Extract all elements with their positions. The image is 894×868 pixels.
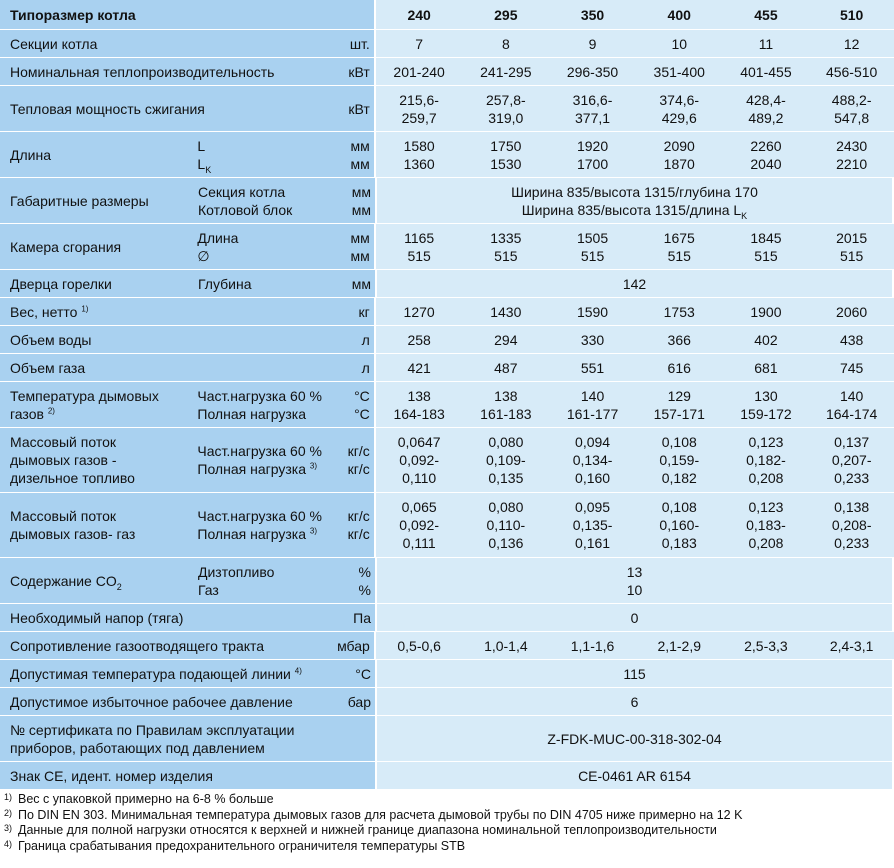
table-row [0, 688, 894, 716]
row-unit: мм мм [339, 132, 376, 177]
row-label: Знак CE, идент. номер изделия [0, 762, 377, 789]
row-unit: мм мм [340, 178, 377, 223]
row-unit: мм [340, 270, 377, 297]
table-header [0, 0, 894, 30]
cell: 1270 [376, 298, 463, 325]
cell: 0,108 0,159- 0,182 [636, 428, 723, 492]
cell: 140 164-174 [809, 382, 894, 427]
table-row [0, 660, 894, 688]
footnote: 4) Граница срабатывания предохранительного ограничителя температуры STB [4, 838, 466, 853]
cell: 0,138 0,208- 0,233 [809, 493, 894, 557]
cell: 8 [463, 30, 550, 57]
row-unit: Па [340, 604, 377, 631]
cell: 351-400 [636, 58, 723, 85]
row-unit: кг [339, 298, 376, 325]
table-row [0, 382, 894, 428]
table-row [0, 354, 894, 382]
row-unit: °C °C [339, 382, 376, 427]
row-label: Необходимый напор (тяга) [0, 604, 340, 631]
table-row [0, 58, 894, 86]
cell: 428,4- 489,2 [723, 86, 810, 131]
table-row [0, 326, 894, 354]
cell: 201-240 [376, 58, 463, 85]
cell: 129 157-171 [636, 382, 723, 427]
cell: 616 [636, 354, 723, 381]
header-col-510: 510 [809, 0, 894, 29]
cell: 10 [636, 30, 723, 57]
cell-span: 0 [377, 604, 892, 631]
cell: 140 161-177 [549, 382, 636, 427]
cell: 1920 1700 [549, 132, 636, 177]
cell: 0,094 0,134- 0,160 [549, 428, 636, 492]
cell: 2,1-2,9 [636, 632, 723, 659]
row-unit: мм мм [339, 224, 376, 269]
cell-span: 115 [377, 660, 892, 687]
row-sublabels: Секция котла Котловой блок [189, 178, 340, 223]
cell-span: 13 10 [377, 558, 892, 603]
row-label: Вес, нетто $^{1)}$ [0, 298, 339, 325]
cell: 2,4-3,1 [809, 632, 894, 659]
cell-span: 6 [377, 688, 892, 715]
cell: 1753 [636, 298, 723, 325]
cell: 2015 515 [809, 224, 894, 269]
row-label: Допустимая температура подающей линии $^{4)}$ [0, 660, 340, 687]
cell: 2430 2210 [809, 132, 894, 177]
cell: 1505 515 [549, 224, 636, 269]
row-unit: кг/с кг/с [339, 493, 376, 557]
row-unit: % % [340, 558, 377, 603]
row-label: Номинальная теплопроизводительность [0, 58, 339, 85]
cell-span: 142 [377, 270, 892, 297]
cell: 215,6- 259,7 [376, 86, 463, 131]
footnote: 3) Данные для полной нагрузки относятся к верхней и нижней границе диапазона номинальной теплопроизводительности [4, 823, 717, 837]
row-label: Дверца горелки [0, 270, 189, 297]
row-label: Камера сгорания [0, 224, 188, 269]
table-row [0, 132, 894, 178]
row-label: Тепловая мощность сжигания [0, 86, 339, 131]
row-sublabels: L $L_K$ [188, 132, 339, 177]
cell: 0,065 0,092- 0,111 [376, 493, 463, 557]
row-sublabel: Глубина [189, 270, 340, 297]
row-unit: кВт [339, 86, 376, 131]
cell: 257,8- 319,0 [462, 86, 549, 131]
cell: 0,095 0,135- 0,161 [549, 493, 636, 557]
cell: 1845 515 [723, 224, 810, 269]
cell: 258 [376, 326, 463, 353]
table-row [0, 298, 894, 326]
row-label: Секции котла [0, 30, 188, 57]
header-col-400: 400 [636, 0, 723, 29]
row-label: Допустимое избыточное рабочее давление [0, 688, 340, 715]
cell: 0,123 0,183- 0,208 [723, 493, 810, 557]
row-label: Сопротивление газоотводящего тракта [0, 632, 339, 659]
row-unit: л [339, 354, 376, 381]
cell: 0,5-0,6 [376, 632, 463, 659]
row-label: Объем воды [0, 326, 339, 353]
table-row [0, 270, 894, 298]
cell: 11 [723, 30, 810, 57]
cell: 1750 1530 [463, 132, 550, 177]
row-sublabels: Част.нагрузка 60 % Полная нагрузка $^{3)}$ [188, 493, 339, 557]
row-sublabels: Дизтопливо Газ [189, 558, 340, 603]
row-sublabels: Част.нагрузка 60 % Полная нагрузка $^{3)}$ [188, 428, 339, 492]
table-row [0, 762, 894, 790]
cell: 402 [723, 326, 810, 353]
cell: 2260 2040 [723, 132, 810, 177]
cell: 241-295 [462, 58, 549, 85]
cell-span: Ширина 835/высота 1315/глубина 170 Ширина 835/высота 1315/длина $L_K$ [377, 178, 892, 223]
cell: 681 [723, 354, 810, 381]
row-label: Содержание $CO_2$ [0, 558, 189, 603]
table-row [0, 716, 894, 762]
cell: 1900 [723, 298, 810, 325]
row-label: Температура дымовых газов $^{2)}$ [0, 382, 188, 427]
header-col-295: 295 [462, 0, 549, 29]
cell: 1675 515 [636, 224, 723, 269]
cell: 12 [809, 30, 894, 57]
table-row [0, 558, 894, 604]
table-row [0, 604, 894, 632]
row-unit: кВт [339, 58, 376, 85]
cell: 130 159-172 [723, 382, 810, 427]
cell: 1165 515 [376, 224, 463, 269]
cell: 294 [462, 326, 549, 353]
table-row [0, 224, 894, 270]
cell-span: Z-FDK-MUC-00-318-302-04 [377, 716, 892, 761]
cell: 296-350 [549, 58, 636, 85]
cell: 1580 1360 [376, 132, 463, 177]
cell: 487 [462, 354, 549, 381]
cell: 374,6- 429,6 [636, 86, 723, 131]
row-label: Габаритные размеры [0, 178, 189, 223]
footnote: 1) Вес с упаковкой примерно на 6-8 % больше [4, 792, 274, 806]
row-unit: кг/с кг/с [339, 428, 376, 492]
row-unit: °C [340, 660, 377, 687]
header-col-350: 350 [549, 0, 636, 29]
table-row [0, 178, 894, 224]
cell: 2090 1870 [636, 132, 723, 177]
cell: 1335 515 [463, 224, 550, 269]
row-label: Объем газа [0, 354, 339, 381]
row-label: Массовый поток дымовых газов- газ [0, 493, 188, 557]
cell: 0,108 0,160- 0,183 [636, 493, 723, 557]
cell: 2060 [809, 298, 894, 325]
cell: 401-455 [723, 58, 810, 85]
cell: 0,080 0,109- 0,135 [463, 428, 550, 492]
cell: 330 [549, 326, 636, 353]
row-sublabels: Длина ∅ [188, 224, 339, 269]
cell: 0,0647 0,092- 0,110 [376, 428, 463, 492]
cell: 0,080 0,110- 0,136 [463, 493, 550, 557]
table-row [0, 428, 894, 493]
table-row [0, 86, 894, 132]
table-row [0, 493, 894, 558]
cell: 551 [549, 354, 636, 381]
header-col-455: 455 [723, 0, 810, 29]
row-unit: бар [340, 688, 377, 715]
cell: 138 161-183 [463, 382, 550, 427]
cell: 421 [376, 354, 463, 381]
cell: 745 [809, 354, 894, 381]
cell: 488,2- 547,8 [809, 86, 894, 131]
row-unit: л [339, 326, 376, 353]
row-label: № сертификата по Правилам эксплуатации приборов, работающих под давлением [0, 716, 377, 761]
cell: 1430 [462, 298, 549, 325]
header-col-240: 240 [376, 0, 463, 29]
cell: 438 [809, 326, 894, 353]
cell: 2,5-3,3 [723, 632, 810, 659]
row-unit: шт. [339, 30, 376, 57]
cell-span: CE-0461 AR 6154 [377, 762, 892, 789]
header-label: Типоразмер котла [0, 0, 376, 29]
cell: 316,6- 377,1 [549, 86, 636, 131]
footnotes [4, 792, 884, 854]
cell: 1,0-1,4 [463, 632, 550, 659]
table-row [0, 632, 894, 660]
cell: 1,1-1,6 [549, 632, 636, 659]
row-label: Длина [0, 132, 188, 177]
cell: 0,123 0,182- 0,208 [723, 428, 810, 492]
row-label: Массовый поток дымовых газов - дизельное топливо [0, 428, 188, 492]
cell: 456-510 [809, 58, 894, 85]
cell: 9 [549, 30, 636, 57]
table-row [0, 30, 894, 58]
footnote: 2) По DIN EN 303. Минимальная температура дымовых газов для расчета дымовой трубы по DIN 4705 ниже примерно на 12 K [4, 807, 743, 822]
cell: 366 [636, 326, 723, 353]
row-sublabels: Част.нагрузка 60 % Полная нагрузка [188, 382, 339, 427]
cell: 138 164-183 [376, 382, 463, 427]
cell: 7 [376, 30, 463, 57]
cell: 1590 [549, 298, 636, 325]
cell: 0,137 0,207- 0,233 [809, 428, 894, 492]
row-unit: мбар [339, 632, 376, 659]
